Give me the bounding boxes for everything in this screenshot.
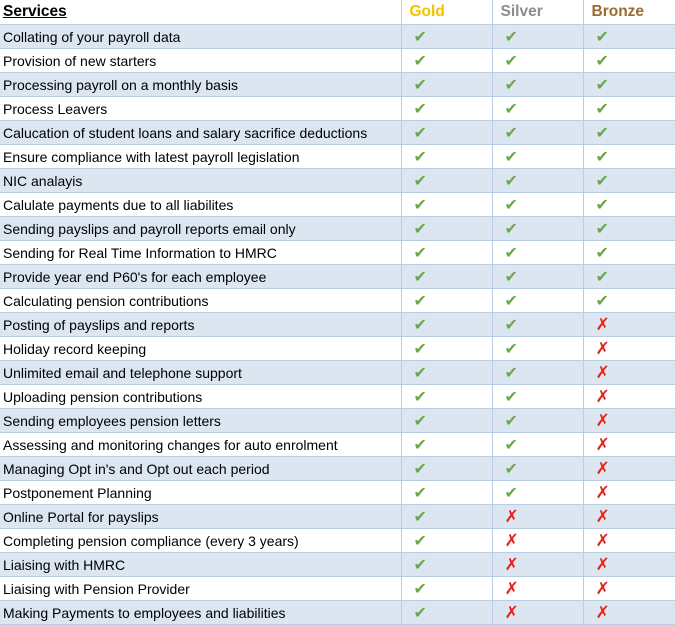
check-icon: ✔ bbox=[595, 268, 609, 286]
bronze-cell bbox=[583, 169, 675, 193]
service-name: Sending payslips and payroll reports email only bbox=[0, 217, 401, 241]
silver-cell bbox=[492, 265, 583, 289]
table-row bbox=[0, 193, 675, 217]
table-row bbox=[0, 409, 675, 433]
cross-icon: ✗ bbox=[595, 362, 610, 383]
service-name: Making Payments to employees and liabilities bbox=[0, 601, 401, 625]
check-icon: ✔ bbox=[413, 292, 427, 310]
gold-cell bbox=[401, 577, 492, 601]
service-name: Calculating pension contributions bbox=[0, 289, 401, 313]
gold-cell bbox=[401, 361, 492, 385]
service-name: Postponement Planning bbox=[0, 481, 401, 505]
table-row bbox=[0, 73, 675, 97]
check-icon: ✔ bbox=[504, 196, 518, 214]
service-name: Managing Opt in's and Opt out each period bbox=[0, 457, 401, 481]
gold-cell bbox=[401, 529, 492, 553]
bronze-cell bbox=[583, 25, 675, 49]
gold-cell bbox=[401, 265, 492, 289]
silver-cell bbox=[492, 553, 583, 577]
check-icon: ✔ bbox=[504, 124, 518, 142]
silver-cell bbox=[492, 73, 583, 97]
table-row bbox=[0, 433, 675, 457]
service-name: Completing pension compliance (every 3 years) bbox=[0, 529, 401, 553]
silver-cell bbox=[492, 97, 583, 121]
gold-cell bbox=[401, 121, 492, 145]
check-icon: ✔ bbox=[595, 148, 609, 166]
silver-cell bbox=[492, 481, 583, 505]
silver-cell bbox=[492, 361, 583, 385]
silver-cell bbox=[492, 457, 583, 481]
check-icon: ✔ bbox=[504, 388, 518, 406]
service-name: Holiday record keeping bbox=[0, 337, 401, 361]
cross-icon: ✗ bbox=[595, 314, 610, 335]
table-row bbox=[0, 145, 675, 169]
table-row bbox=[0, 217, 675, 241]
gold-cell bbox=[401, 433, 492, 457]
check-icon: ✔ bbox=[504, 364, 518, 382]
check-icon: ✔ bbox=[504, 220, 518, 238]
cross-icon: ✗ bbox=[595, 386, 610, 407]
check-icon: ✔ bbox=[413, 532, 427, 550]
silver-cell bbox=[492, 601, 583, 625]
check-icon: ✔ bbox=[413, 28, 427, 46]
check-icon: ✔ bbox=[595, 100, 609, 118]
check-icon: ✔ bbox=[413, 580, 427, 598]
silver-cell bbox=[492, 193, 583, 217]
gold-cell bbox=[401, 385, 492, 409]
silver-cell bbox=[492, 241, 583, 265]
gold-cell bbox=[401, 97, 492, 121]
services-body bbox=[0, 25, 675, 625]
check-icon: ✔ bbox=[413, 460, 427, 478]
header-row bbox=[0, 0, 675, 25]
table-row bbox=[0, 481, 675, 505]
service-name: Provide year end P60's for each employee bbox=[0, 265, 401, 289]
bronze-cell bbox=[583, 601, 675, 625]
gold-cell bbox=[401, 145, 492, 169]
check-icon: ✔ bbox=[504, 148, 518, 166]
silver-cell bbox=[492, 433, 583, 457]
bronze-cell bbox=[583, 505, 675, 529]
service-name: Ensure compliance with latest payroll legislation bbox=[0, 145, 401, 169]
table-row bbox=[0, 265, 675, 289]
table-row bbox=[0, 337, 675, 361]
service-name: Calucation of student loans and salary sacrifice deductions bbox=[0, 121, 401, 145]
service-name: Provision of new starters bbox=[0, 49, 401, 73]
check-icon: ✔ bbox=[413, 148, 427, 166]
check-icon: ✔ bbox=[595, 124, 609, 142]
table-row bbox=[0, 505, 675, 529]
silver-cell bbox=[492, 313, 583, 337]
service-name: NIC analayis bbox=[0, 169, 401, 193]
bronze-cell bbox=[583, 337, 675, 361]
silver-cell bbox=[492, 409, 583, 433]
gold-cell bbox=[401, 49, 492, 73]
check-icon: ✔ bbox=[413, 100, 427, 118]
check-icon: ✔ bbox=[595, 244, 609, 262]
bronze-cell bbox=[583, 529, 675, 553]
silver-cell bbox=[492, 169, 583, 193]
table-row bbox=[0, 601, 675, 625]
table-row bbox=[0, 49, 675, 73]
bronze-cell bbox=[583, 265, 675, 289]
gold-cell bbox=[401, 289, 492, 313]
gold-cell bbox=[401, 313, 492, 337]
bronze-cell bbox=[583, 217, 675, 241]
service-name: Uploading pension contributions bbox=[0, 385, 401, 409]
check-icon: ✔ bbox=[413, 556, 427, 574]
bronze-cell bbox=[583, 145, 675, 169]
bronze-cell bbox=[583, 121, 675, 145]
cross-icon: ✗ bbox=[595, 578, 610, 599]
service-name: Posting of payslips and reports bbox=[0, 313, 401, 337]
service-name: Calulate payments due to all liabilites bbox=[0, 193, 401, 217]
service-name: Sending employees pension letters bbox=[0, 409, 401, 433]
table-row bbox=[0, 25, 675, 49]
cross-icon: ✗ bbox=[504, 554, 519, 575]
check-icon: ✔ bbox=[504, 436, 518, 454]
gold-cell bbox=[401, 553, 492, 577]
table-row bbox=[0, 457, 675, 481]
check-icon: ✔ bbox=[413, 76, 427, 94]
check-icon: ✔ bbox=[413, 220, 427, 238]
gold-cell bbox=[401, 73, 492, 97]
bronze-cell bbox=[583, 385, 675, 409]
table-row bbox=[0, 577, 675, 601]
gold-header: Gold bbox=[401, 0, 492, 25]
silver-cell bbox=[492, 385, 583, 409]
bronze-cell bbox=[583, 553, 675, 577]
check-icon: ✔ bbox=[413, 508, 427, 526]
check-icon: ✔ bbox=[595, 52, 609, 70]
check-icon: ✔ bbox=[504, 172, 518, 190]
table-row bbox=[0, 289, 675, 313]
cross-icon: ✗ bbox=[595, 458, 610, 479]
gold-cell bbox=[401, 25, 492, 49]
check-icon: ✔ bbox=[413, 340, 427, 358]
bronze-cell bbox=[583, 457, 675, 481]
table-row bbox=[0, 361, 675, 385]
service-name: Collating of your payroll data bbox=[0, 25, 401, 49]
gold-cell bbox=[401, 193, 492, 217]
gold-cell bbox=[401, 169, 492, 193]
bronze-cell bbox=[583, 97, 675, 121]
check-icon: ✔ bbox=[504, 292, 518, 310]
service-name: Sending for Real Time Information to HMRC bbox=[0, 241, 401, 265]
check-icon: ✔ bbox=[504, 316, 518, 334]
cross-icon: ✗ bbox=[595, 506, 610, 527]
check-icon: ✔ bbox=[504, 268, 518, 286]
silver-cell bbox=[492, 529, 583, 553]
cross-icon: ✗ bbox=[595, 530, 610, 551]
cross-icon: ✗ bbox=[595, 410, 610, 431]
check-icon: ✔ bbox=[504, 460, 518, 478]
silver-cell bbox=[492, 289, 583, 313]
table-row bbox=[0, 529, 675, 553]
check-icon: ✔ bbox=[504, 100, 518, 118]
silver-cell bbox=[492, 121, 583, 145]
check-icon: ✔ bbox=[413, 124, 427, 142]
table-row bbox=[0, 169, 675, 193]
check-icon: ✔ bbox=[413, 436, 427, 454]
silver-cell bbox=[492, 49, 583, 73]
cross-icon: ✗ bbox=[504, 578, 519, 599]
check-icon: ✔ bbox=[413, 244, 427, 262]
table-row bbox=[0, 385, 675, 409]
check-icon: ✔ bbox=[413, 388, 427, 406]
cross-icon: ✗ bbox=[595, 338, 610, 359]
table-row bbox=[0, 553, 675, 577]
bronze-cell bbox=[583, 313, 675, 337]
silver-cell bbox=[492, 145, 583, 169]
check-icon: ✔ bbox=[504, 244, 518, 262]
service-name: Process Leavers bbox=[0, 97, 401, 121]
service-name: Unlimited email and telephone support bbox=[0, 361, 401, 385]
table-row bbox=[0, 313, 675, 337]
silver-cell bbox=[492, 337, 583, 361]
bronze-cell bbox=[583, 433, 675, 457]
bronze-cell bbox=[583, 49, 675, 73]
service-name: Online Portal for payslips bbox=[0, 505, 401, 529]
check-icon: ✔ bbox=[595, 292, 609, 310]
check-icon: ✔ bbox=[595, 28, 609, 46]
cross-icon: ✗ bbox=[504, 602, 519, 623]
check-icon: ✔ bbox=[595, 196, 609, 214]
check-icon: ✔ bbox=[504, 28, 518, 46]
bronze-cell bbox=[583, 73, 675, 97]
check-icon: ✔ bbox=[595, 220, 609, 238]
cross-icon: ✗ bbox=[504, 530, 519, 551]
bronze-cell bbox=[583, 241, 675, 265]
gold-cell bbox=[401, 241, 492, 265]
cross-icon: ✗ bbox=[595, 602, 610, 623]
gold-cell bbox=[401, 505, 492, 529]
check-icon: ✔ bbox=[504, 76, 518, 94]
check-icon: ✔ bbox=[413, 316, 427, 334]
check-icon: ✔ bbox=[413, 484, 427, 502]
service-name: Processing payroll on a monthly basis bbox=[0, 73, 401, 97]
bronze-header: Bronze bbox=[583, 0, 675, 25]
cross-icon: ✗ bbox=[595, 434, 610, 455]
gold-cell bbox=[401, 457, 492, 481]
silver-cell bbox=[492, 505, 583, 529]
table-row bbox=[0, 97, 675, 121]
service-name: Assessing and monitoring changes for auto enrolment bbox=[0, 433, 401, 457]
check-icon: ✔ bbox=[504, 52, 518, 70]
check-icon: ✔ bbox=[413, 412, 427, 430]
table-row bbox=[0, 121, 675, 145]
gold-cell bbox=[401, 601, 492, 625]
check-icon: ✔ bbox=[413, 52, 427, 70]
check-icon: ✔ bbox=[595, 172, 609, 190]
check-icon: ✔ bbox=[595, 76, 609, 94]
cross-icon: ✗ bbox=[595, 554, 610, 575]
bronze-cell bbox=[583, 289, 675, 313]
silver-cell bbox=[492, 577, 583, 601]
bronze-cell bbox=[583, 193, 675, 217]
cross-icon: ✗ bbox=[595, 482, 610, 503]
bronze-cell bbox=[583, 361, 675, 385]
silver-header: Silver bbox=[492, 0, 583, 25]
gold-cell bbox=[401, 409, 492, 433]
check-icon: ✔ bbox=[413, 196, 427, 214]
table-row bbox=[0, 241, 675, 265]
bronze-cell bbox=[583, 409, 675, 433]
gold-cell bbox=[401, 337, 492, 361]
silver-cell bbox=[492, 25, 583, 49]
service-name: Liaising with Pension Provider bbox=[0, 577, 401, 601]
silver-cell bbox=[492, 217, 583, 241]
bronze-cell bbox=[583, 577, 675, 601]
check-icon: ✔ bbox=[413, 604, 427, 622]
check-icon: ✔ bbox=[413, 172, 427, 190]
cross-icon: ✗ bbox=[504, 506, 519, 527]
check-icon: ✔ bbox=[413, 364, 427, 382]
check-icon: ✔ bbox=[504, 340, 518, 358]
services-header: Services bbox=[0, 0, 401, 25]
check-icon: ✔ bbox=[504, 412, 518, 430]
gold-cell bbox=[401, 217, 492, 241]
bronze-cell bbox=[583, 481, 675, 505]
check-icon: ✔ bbox=[504, 484, 518, 502]
gold-cell bbox=[401, 481, 492, 505]
service-name: Liaising with HMRC bbox=[0, 553, 401, 577]
check-icon: ✔ bbox=[413, 268, 427, 286]
